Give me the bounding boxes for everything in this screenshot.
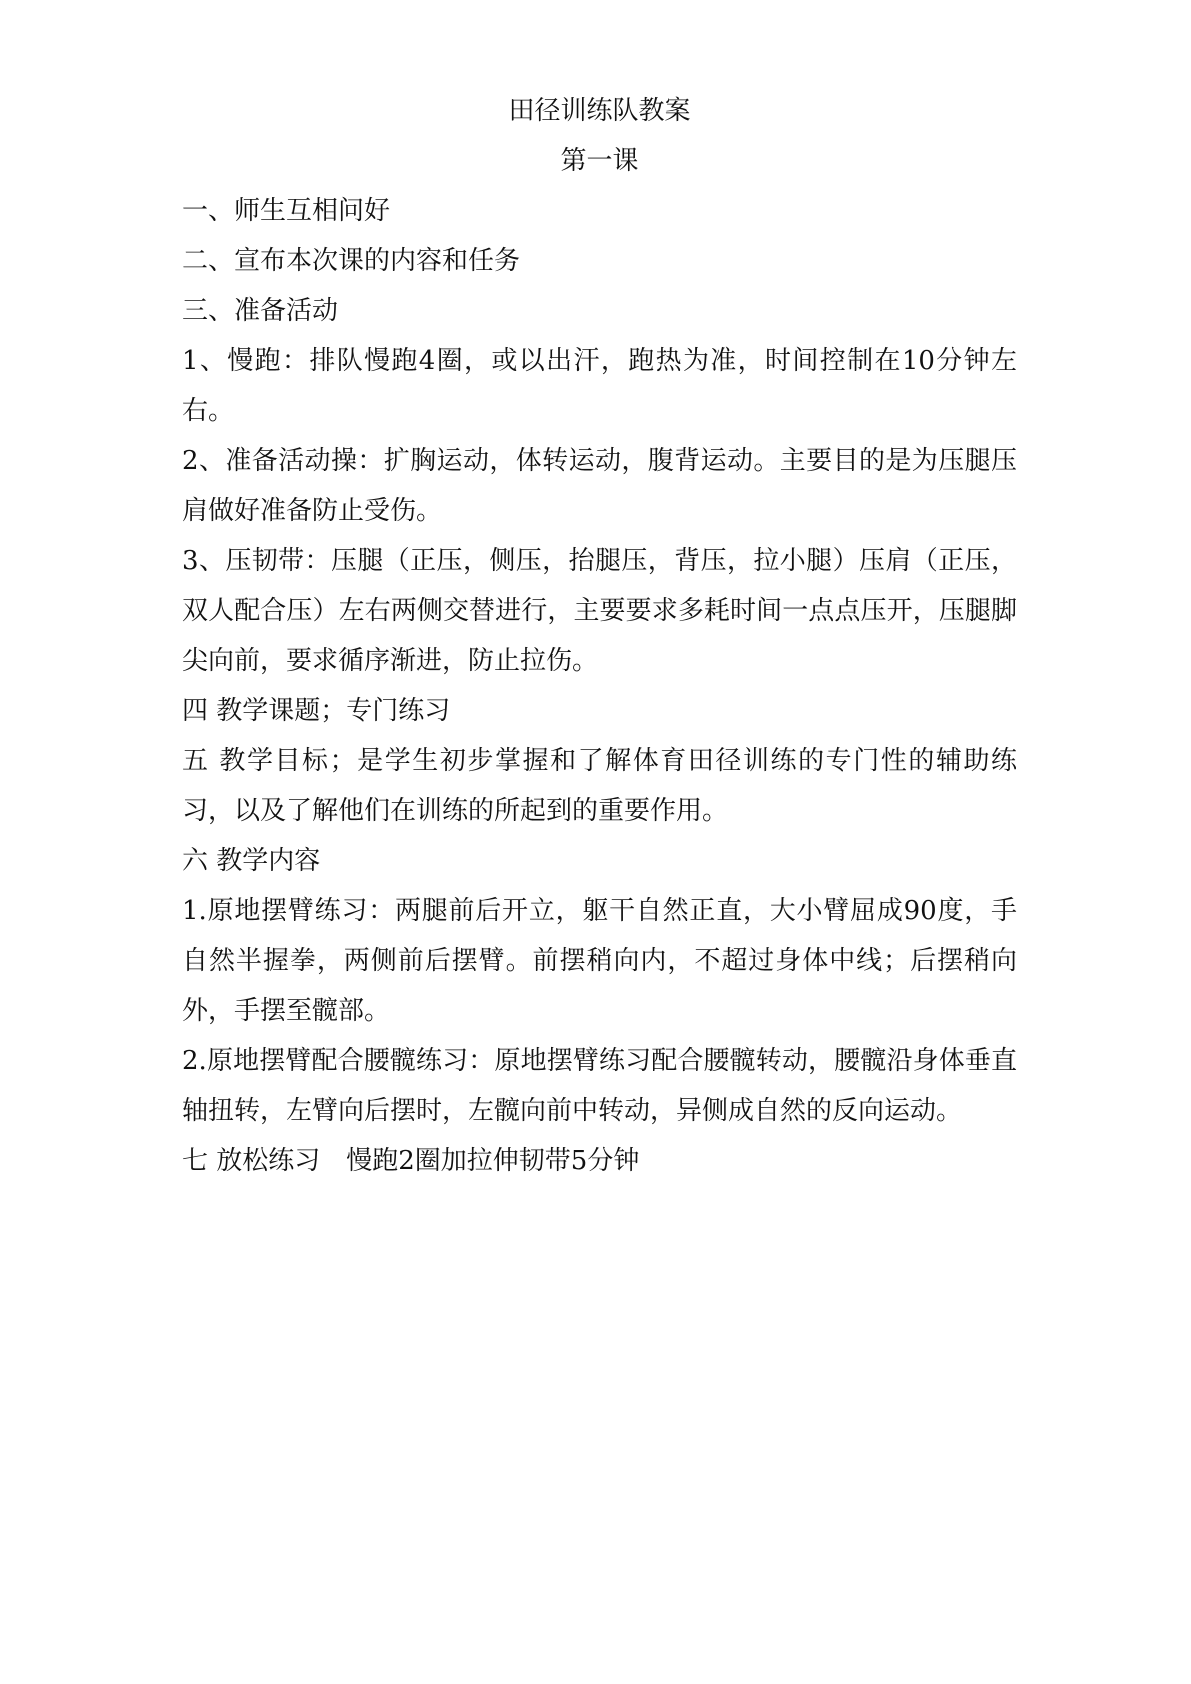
document-body: [182, 86, 1017, 1186]
section-content-heading: 六 教学内容: [182, 846, 321, 876]
section-cooldown: 七 放松练习 慢跑2圈加拉伸韧带5分钟: [182, 1146, 640, 1176]
warmup-item-jogging: 1、慢跑：排队慢跑4圈，或以出汗，跑热为准，时间控制在10分钟左右。: [182, 346, 1017, 426]
document-title: 田径训练队教案: [508, 96, 691, 126]
section-greeting: 一、师生互相问好: [182, 196, 391, 226]
content-item-arm-swing: 1.原地摆臂练习：两腿前后开立，躯干自然正直，大小臂屈成90度，手自然半握拳，两侧前后摆臂。前摆稍向内，不超过身体中线；后摆稍向外，手摆至髋部。: [182, 896, 1017, 1026]
content-item-arm-hip: 2.原地摆臂配合腰髋练习：原地摆臂练习配合腰髋转动，腰髋沿身体垂直轴扭转，左臂向后摆时，左髋向前中转动，异侧成自然的反向运动。: [182, 1046, 1017, 1126]
section-topic: 四 教学课题；专门练习: [182, 696, 451, 726]
warmup-item-stretching: 3、压韧带：压腿（正压，侧压，抬腿压，背压，拉小腿）压肩（正压，双人配合压）左右两侧交替进行，主要要求多耗时间一点点压开，压腿脚尖向前，要求循序渐进，防止拉伤。: [182, 546, 1017, 676]
section-objective: 五 教学目标；是学生初步掌握和了解体育田径训练的专门性的辅助练习，以及了解他们在训练的所起到的重要作用。: [182, 746, 1017, 826]
section-warmup-heading: 三、准备活动: [182, 296, 339, 326]
lesson-subtitle: 第一课: [560, 146, 639, 176]
section-announce: 二、宣布本次课的内容和任务: [182, 246, 521, 276]
warmup-item-exercises: 2、准备活动操：扩胸运动，体转运动，腹背运动。主要目的是为压腿压肩做好准备防止受伤。: [182, 446, 1017, 526]
